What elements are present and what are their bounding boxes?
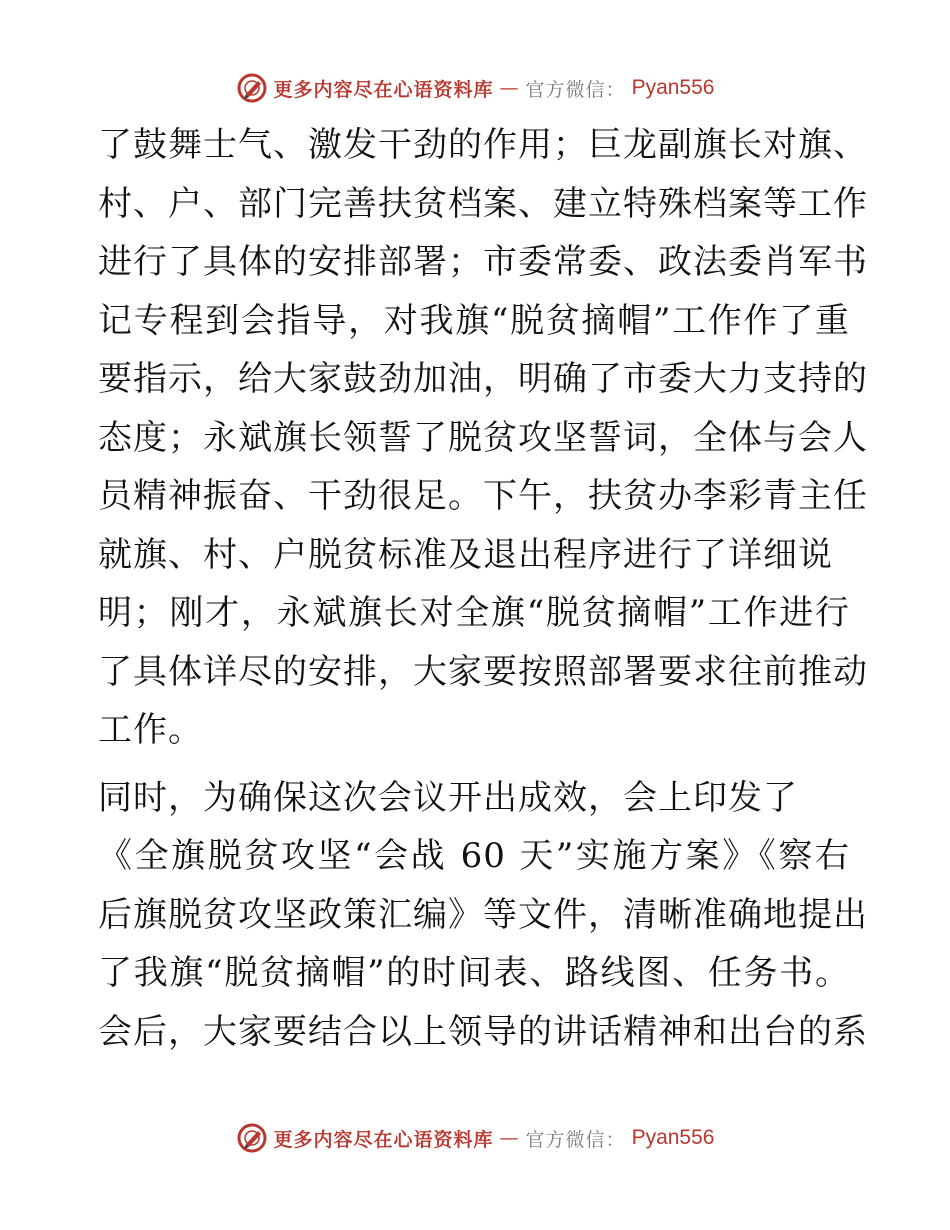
header-watermark (0, 72, 950, 104)
watermark-wechat-label: 官方微信： (525, 78, 626, 101)
text-line: 会后，大家要结合以上领导的讲话精神和出台的系 (98, 1011, 868, 1052)
text-line: 了具体详尽的安排，大家要按照部署要求往前推动 (98, 651, 868, 692)
watermark-separator: — (499, 77, 520, 99)
text-line: 记专程到会指导，对我旗“脱贫摘帽”工作作了重 (98, 300, 850, 341)
watermark-wechat-id: Pyan556 (631, 1126, 715, 1149)
watermark-separator: — (499, 1127, 520, 1149)
paragraph-1 (98, 116, 868, 760)
text-line: 工作。 (98, 710, 203, 750)
watermark-slogan: 更多内容尽在心语资料库 (273, 78, 494, 101)
text-line: 就旗、村、户脱贫标准及退出程序进行了详细说 (98, 534, 833, 575)
pen-nib-logo-icon (236, 72, 268, 104)
text-line: 态度；永斌旗长领誓了脱贫攻坚誓词，全体与会人 (98, 417, 868, 458)
text-line: 了我旗“脱贫摘帽”的时间表、路线图、任务书。 (98, 953, 850, 993)
watermark-wechat-label: 官方微信： (525, 1128, 626, 1151)
text-line: 员精神振奋、干劲很足。下午，扶贫办李彩青主任 (98, 476, 868, 516)
text-line: 《全旗脱贫攻坚“会战 60 天”实施方案》《察右 (98, 836, 850, 876)
text-line: 进行了具体的安排部署；市委常委、政法委肖军书 (98, 242, 868, 282)
watermark-slogan: 更多内容尽在心语资料库 (273, 1128, 494, 1151)
text-line: 后旗脱贫攻坚政策汇编》等文件，清晰准确地提出 (98, 894, 868, 935)
text-line: 同时，为确保这次会议开出成效，会上印发了 (98, 777, 798, 818)
text-line: 村、户、部门完善扶贫档案、建立特殊档案等工作 (98, 183, 868, 224)
watermark-wechat-id: Pyan556 (631, 76, 715, 99)
footer-watermark (0, 1122, 950, 1154)
text-line: 了鼓舞士气、激发干劲的作用；巨龙副旗长对旗、 (98, 125, 868, 165)
paragraph-spacer (98, 760, 850, 769)
text-line: 要指示，给大家鼓劲加油，明确了市委大力支持的 (98, 359, 868, 399)
text-line: 明；刚才，永斌旗长对全旗“脱贫摘帽”工作进行 (98, 593, 850, 633)
paragraph-2 (98, 769, 868, 1062)
document-body (98, 116, 868, 1061)
pen-nib-logo-icon (236, 1122, 268, 1154)
